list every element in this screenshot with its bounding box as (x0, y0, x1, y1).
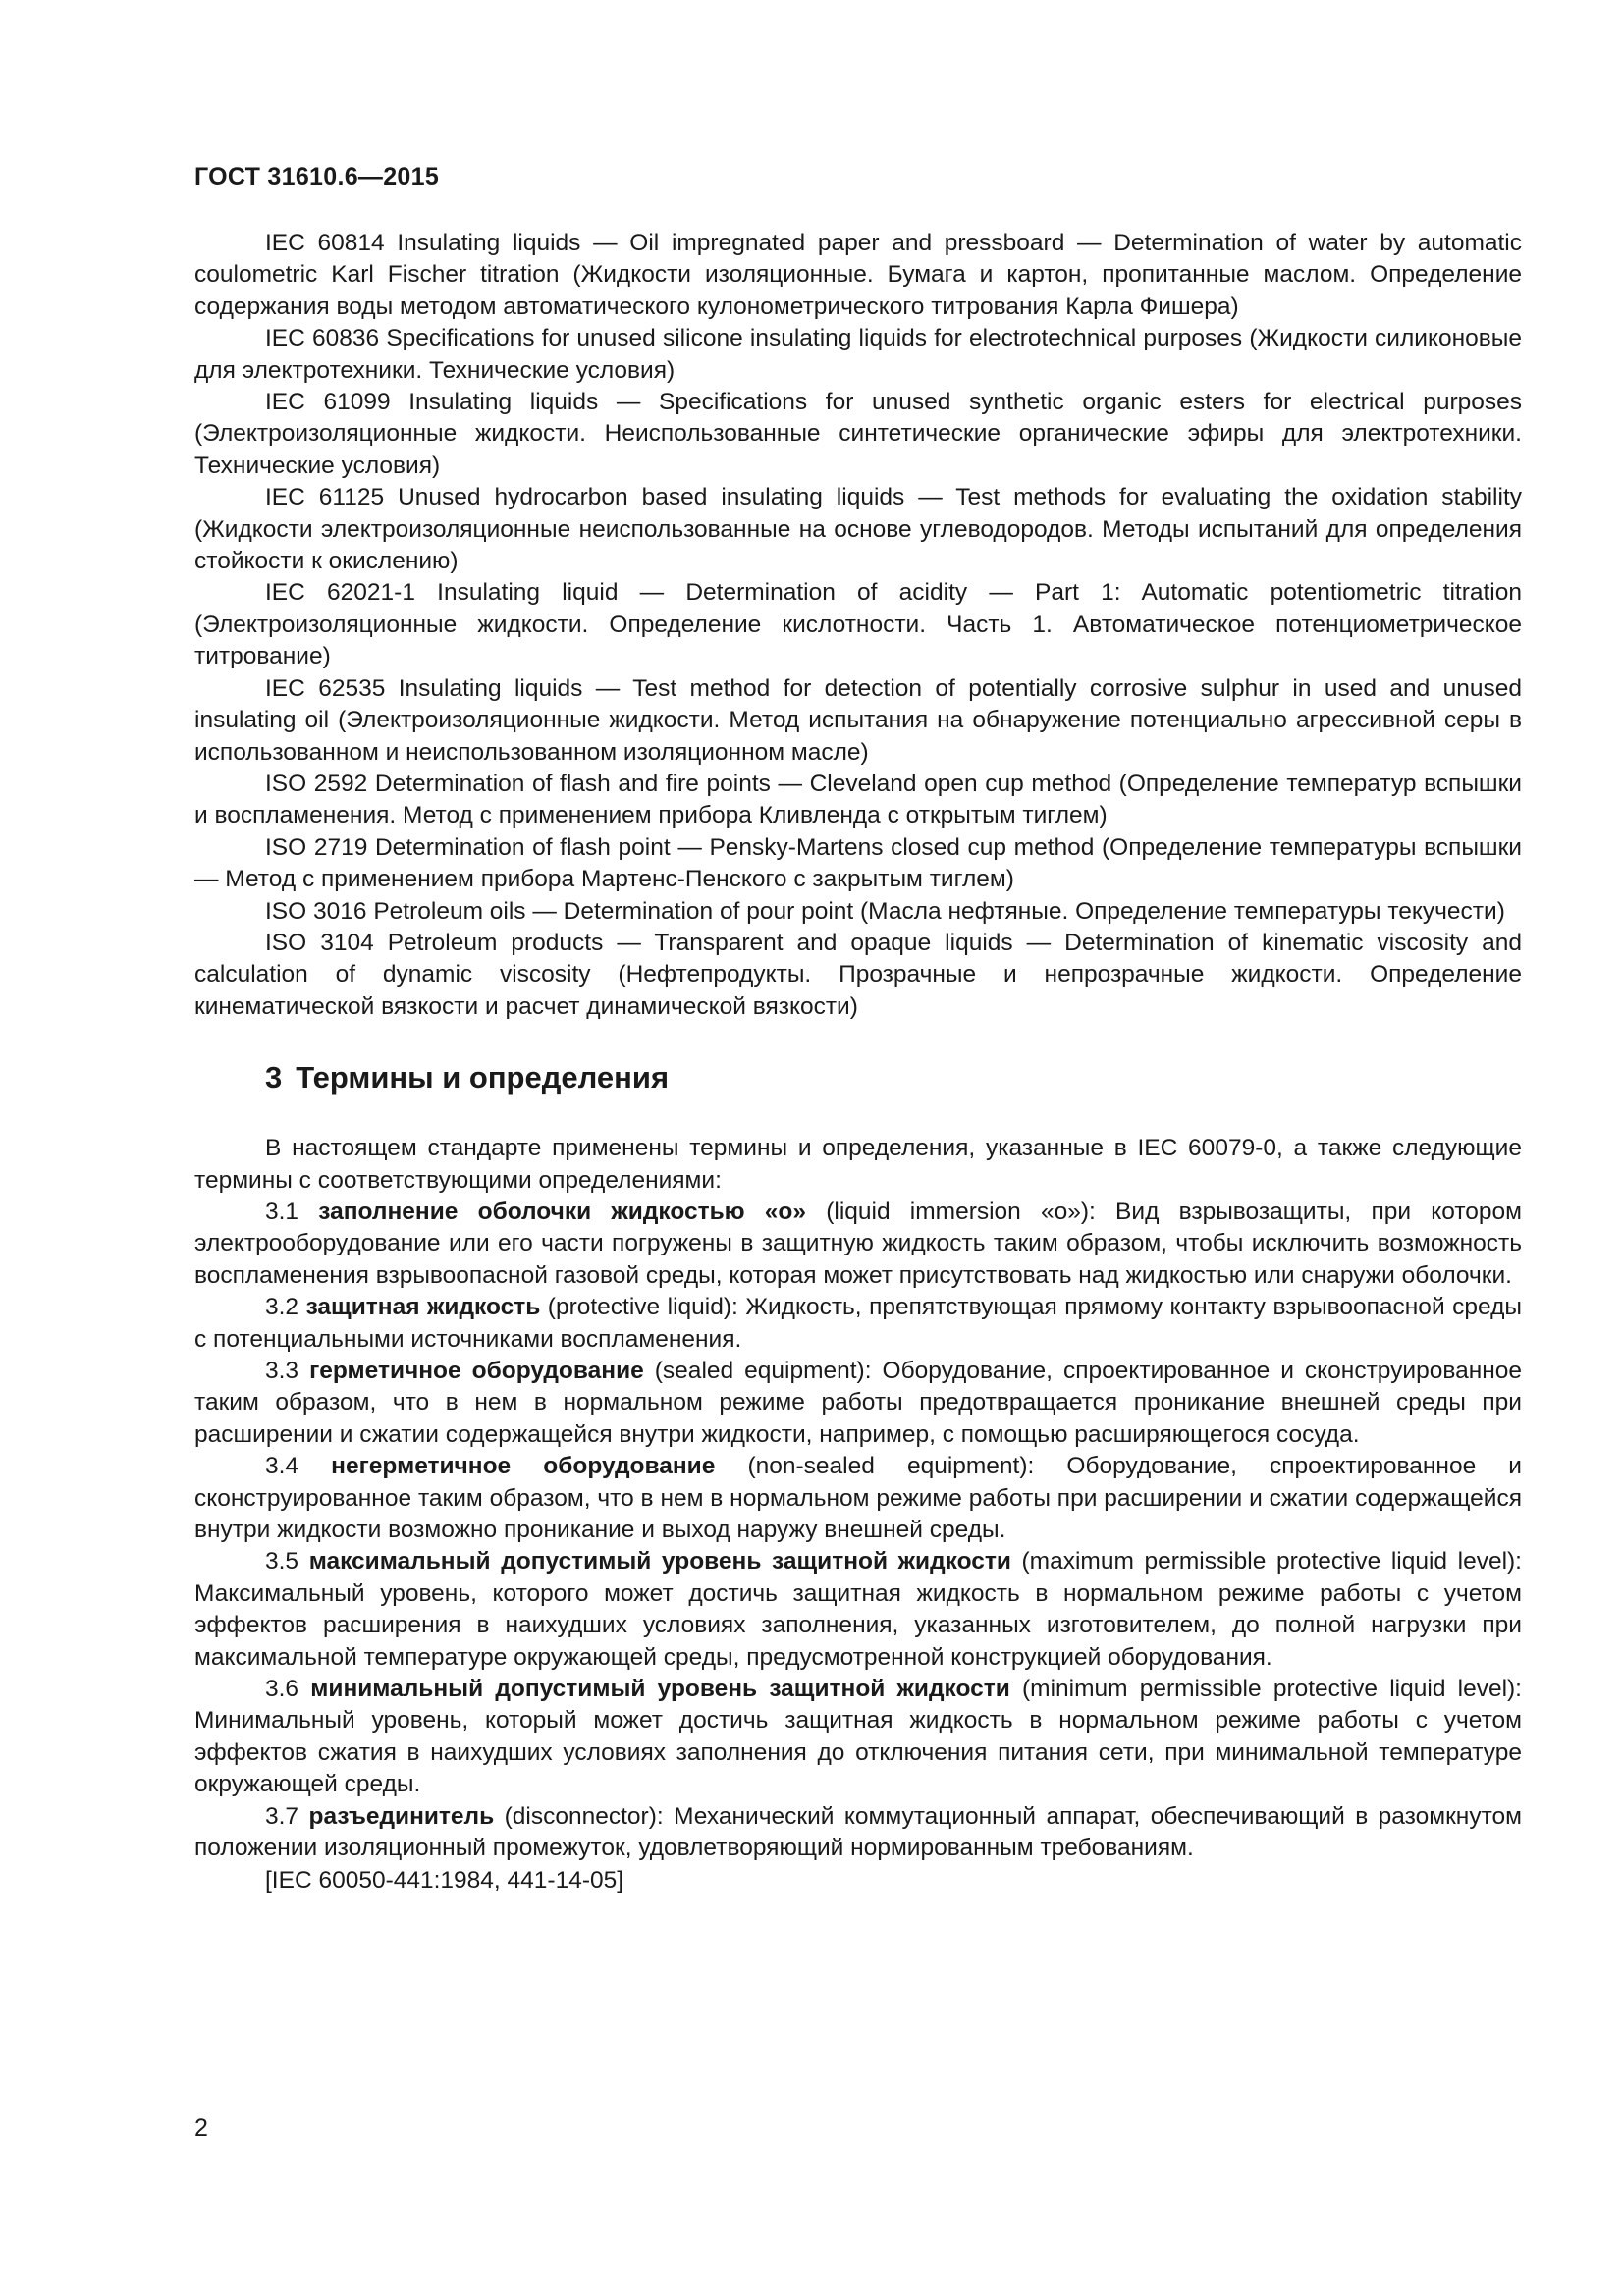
term-definition (194, 1292, 1522, 1356)
reference-item: ISO 2719 Determination of flash point — Pensky-Martens closed cup method (Определение температуры вспышки — Метод с применением прибора Мартенс-Пенского с закрытым тиглем) (194, 833, 1522, 893)
term-number: 3.6 (265, 1676, 299, 1703)
document-body (194, 228, 1522, 1896)
section-heading (265, 1060, 1522, 1095)
reference-item: ISO 3016 Petroleum oils — Determination of pour point (Масла нефтяные. Определение температуры текучести) (265, 897, 1505, 925)
term-text: (minimum permissible protective liquid level): Минимальный уровень, который может достичь защитная жидкость в нормальном режиме работы с учетом эффектов сжатия в наихудших условиях заполнения до отключения питания сети, при минимальной температуре окружающей среды. (194, 1676, 1522, 1798)
term-text: (liquid immersion «o»): Вид взрывозащиты, при котором электрооборудование или его части погружены в защитную жидкость таким образом, чтобы исключить возможность воспламенения взрывоопасной газовой среды, которая может присутствовать над жидкостью или снаружи оболочки. (194, 1198, 1522, 1289)
term-name: герметичное оборудование (309, 1358, 644, 1384)
term-source-reference: [IEC 60050-441:1984, 441-14-05] (265, 1866, 624, 1894)
term-definition (194, 1546, 1522, 1674)
term-text: (non-sealed equipment): Оборудование, спроектированное и сконструированное таким образом, что в нем в нормальном режиме работы при расширении и сжатии содержащейся внутри жидкости возможно проникание и выход наружу внешней среды. (194, 1453, 1522, 1544)
term-name: минимальный допустимый уровень защитной жидкости (310, 1676, 1010, 1703)
reference-item: ISO 3104 Petroleum products — Transparent and opaque liquids — Determination of kinematic viscosity and calculation of dynamic viscosity (Нефтепродукты. Прозрачные и непрозрачные жидкости. Определение кинематической вязкости и расчет динамической вязкости) (194, 929, 1522, 1020)
term-name: негерметичное оборудование (331, 1453, 716, 1480)
term-number: 3.1 (265, 1198, 299, 1225)
term-name: разъединитель (308, 1802, 495, 1830)
term-name: защитная жидкость (305, 1294, 541, 1321)
term-number: 3.7 (265, 1802, 299, 1830)
term-number: 3.5 (265, 1548, 299, 1575)
reference-item: IEC 60814 Insulating liquids — Oil impregnated paper and pressboard — Determination of water by automatic coulometric Karl Fischer titration (Жидкости изоляционные. Бумага и картон, пропитанные маслом. Определение содержания воды методом автоматического кулонометрического титрования Карла Фишера) (194, 230, 1522, 320)
page-number: 2 (194, 2114, 208, 2142)
term-number: 3.3 (265, 1358, 299, 1384)
reference-item: IEC 62021-1 Insulating liquid — Determination of acidity — Part 1: Automatic potentiometric titration (Электроизоляционные жидкости. Определение кислотности. Часть 1. Автоматическое потенциометрическое титрование) (194, 579, 1522, 670)
section-title: Термины и определения (296, 1060, 670, 1095)
term-definition (194, 1674, 1522, 1801)
reference-item: IEC 61099 Insulating liquids — Specifications for unused synthetic organic esters for electrical purposes (Электроизоляционные жидкости. Неиспользованные синтетические органические эфиры для электротехники. Технические условия) (194, 389, 1522, 479)
term-definition (194, 1451, 1522, 1546)
reference-item: IEC 61125 Unused hydrocarbon based insulating liquids — Test methods for evaluating the oxidation stability (Жидкости электроизоляционные неиспользованные на основе углеводородов. Методы испытаний для определения стойкости к окислению) (194, 484, 1522, 575)
term-definition (194, 1801, 1522, 1865)
term-name: максимальный допустимый уровень защитной жидкости (308, 1548, 1011, 1575)
term-text: (disconnector): Механический коммутационный аппарат, обеспечивающий в разомкнутом положении изоляционный промежуток, удовлетворяющий нормированным требованиям. (194, 1802, 1522, 1862)
term-name: заполнение оболочки жидкостью «о» (318, 1198, 807, 1225)
term-definition (194, 1356, 1522, 1451)
reference-item: IEC 62535 Insulating liquids — Test method for detection of potentially corrosive sulphur in used and unused insulating oil (Электроизоляционные жидкости. Метод испытания на обнаружение потенциально агрессивной серы в использованном и неиспользованном изоляционном масле) (194, 674, 1522, 766)
section-intro: В настоящем стандарте применены термины и определения, указанные в IEC 60079-0, а также следующие термины с соответствующими определениями: (194, 1135, 1522, 1194)
document-header: ГОСТ 31610.6—2015 (194, 163, 440, 190)
term-definition (194, 1197, 1522, 1292)
reference-item: ISO 2592 Determination of flash and fire points — Cleveland open cup method (Определение температур вспышки и воспламенения. Метод с применением прибора Кливленда с открытым тиглем) (194, 770, 1522, 829)
reference-item: IEC 60836 Specifications for unused silicone insulating liquids for electrotechnical purposes (Жидкости силиконовые для электротехники. Технические условия) (194, 325, 1522, 384)
term-text: (maximum permissible protective liquid level): Максимальный уровень, которого может достичь защитная жидкость в нормальном режиме работы с учетом эффектов расширения в наихудших условиях заполнения, указанных изготовителем, до полной нагрузки при максимальной температуре окружающей среды, предусмотренной конструкцией оборудования. (194, 1548, 1522, 1671)
section-number: 3 (265, 1060, 283, 1095)
term-text: (protective liquid): Жидкость, препятствующая прямому контакту взрывоопасной среды с потенциальными источниками воспламенения. (194, 1294, 1522, 1353)
term-number: 3.2 (265, 1294, 299, 1321)
term-text: (sealed equipment): Оборудование, спроектированное и сконструированное таким образом, что в нем в нормальном режиме работы предотвращается проникание внешней среды при расширении и сжатии содержащейся внутри жидкости, например, с помощью расширяющегося сосуда. (194, 1358, 1523, 1448)
term-number: 3.4 (265, 1453, 299, 1480)
